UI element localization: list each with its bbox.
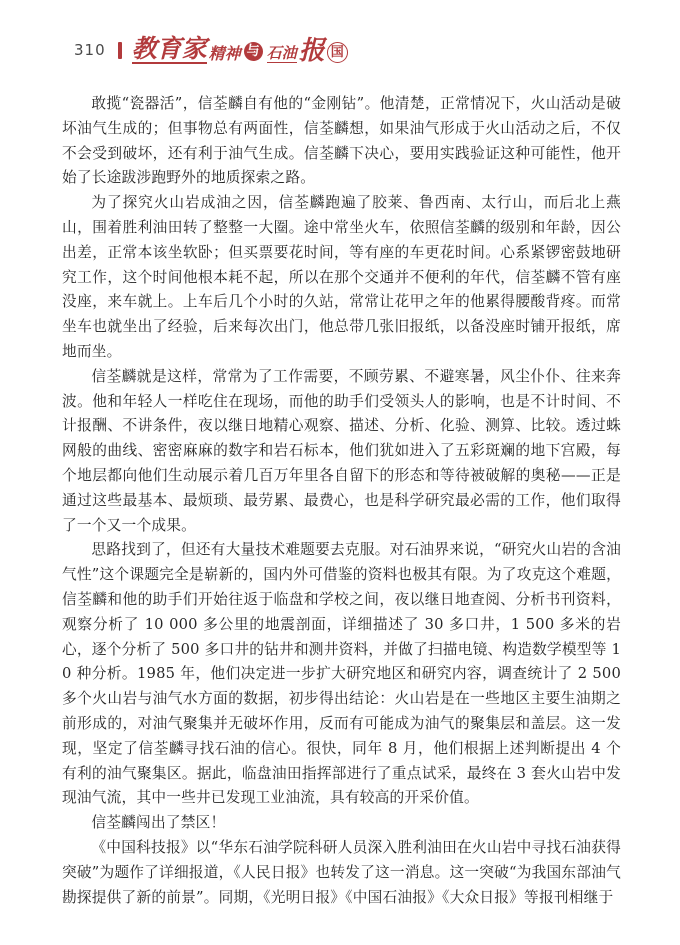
paragraph-5: 信荃麟闯出了禁区！ [91, 814, 226, 832]
logo-text-educator: 教育家 [131, 34, 207, 63]
header-divider-bar [118, 42, 122, 59]
paragraph-2: 为了探究火山岩成油之因，信荃麟跑遍了胶莱、鲁西南、太行山，而后北上燕山，围着胜利油田转了整整一大圈。途中常坐火车，依照信荃麟的级别和年龄，因公出差，正常本该坐软卧；但买票要花时间，等有座的车更花时间。心系紧锣密鼓地研究工作，这个时间他根本耗不起，所以在那个交通并不便利的年代，信荃麟不管有座没座，来车就上。上车后几个小时的久站，常常让花甲之年的他累得腰酸背疼。而常坐车也就坐出了经验，后来每次出门，他总带几张旧报纸，以备没座时铺开报纸，席地而坐。 [62, 194, 621, 360]
logo-text-petroleum: 石油 [266, 44, 297, 62]
logo-text-report: 报 [298, 36, 325, 66]
logo-text-spirit: 精神 [208, 44, 241, 63]
yu-seal-badge: 与 [244, 42, 263, 61]
page-header [74, 36, 348, 64]
book-title-logo [132, 36, 348, 64]
paragraph-1: 敢揽“瓷器活”，信荃麟自有他的“金刚钻”。他清楚，正常情况下，火山活动是破坏油气生成的；但事物总有两面性，信荃麟想，如果油气形成于火山活动之后，不仅不会受到破坏，还有利于油气生成。信荃麟下决心，要用实践验证这种可能性，他开始了长途跋涉跑野外的地质探索之路。 [62, 95, 621, 187]
body-text [62, 92, 621, 910]
page-number: 310 [74, 41, 106, 59]
paragraph-3: 信荃麟就是这样，常常为了工作需要，不顾劳累、不避寒暑，风尘仆仆、往来奔波。他和年轻人一样吃住在现场，而他的助手们受领头人的影响，也是不计时间、不计报酬、不讲条件，夜以继日地精心观察、描述、分析、化验、测算、比较。透过蛛网般的曲线、密密麻麻的数字和岩石标本，他们犹如进入了五彩斑斓的地下宫殿，每个地层都向他们生动展示着几百万年里各自留下的形态和等待被破解的奥秘——正是通过这些最基本、最烦琐、最劳累、最费心，也是科学研究最必需的工作，他们取得了一个又一个成果。 [62, 367, 621, 534]
guo-seal-badge: 国 [327, 42, 348, 63]
paragraph-4: 思路找到了，但还有大量技术难题要去克服。对石油界来说，“研究火山岩的含油气性”这个课题完全是崭新的，国内外可借鉴的资料也极其有限。为了攻克这个难题，信荃麟和他的助手们开始往返于临盘和学校之间，夜以继日地查阅、分析书刊资料，观察分析了 10 000 多公里的地震剖面，详细描述了 30 多口井，1 500 多米的岩心，逐个分析了 500 多口井的钻井和测井资料，并做了扫描电镜、构造数学模型等 10 种分析。1985 年，他们决定进一步扩大研究地区和研究内容，调查统计了 2 500 多个火山岩与油气水方面的数据，初步得出结论：火山岩是在一些地区主要生油期之前形成的，对油气聚集并无破坏作用，反而有可能成为油气的聚集层和盖层。这一发现，坚定了信荃麟寻找石油的信心。很快，同年 8 月，他们根据上述判断提出 4 个有利的油气聚集区。据此，临盘油田指挥部进行了重点试采，最终在 3 套火山岩中发现油气流，其中一些井已发现工业油流，具有较高的开采价值。 [62, 541, 621, 807]
paragraph-6: 《中国科技报》以“华东石油学院科研人员深入胜利油田在火山岩中寻找石油获得突破”为题作了详细报道，《人民日报》也转发了这一消息。这一突破“为我国东部油气勘探提供了新的前景”。同期，《光明日报》《中国石油报》《大众日报》等报刊相继于 [62, 838, 621, 906]
